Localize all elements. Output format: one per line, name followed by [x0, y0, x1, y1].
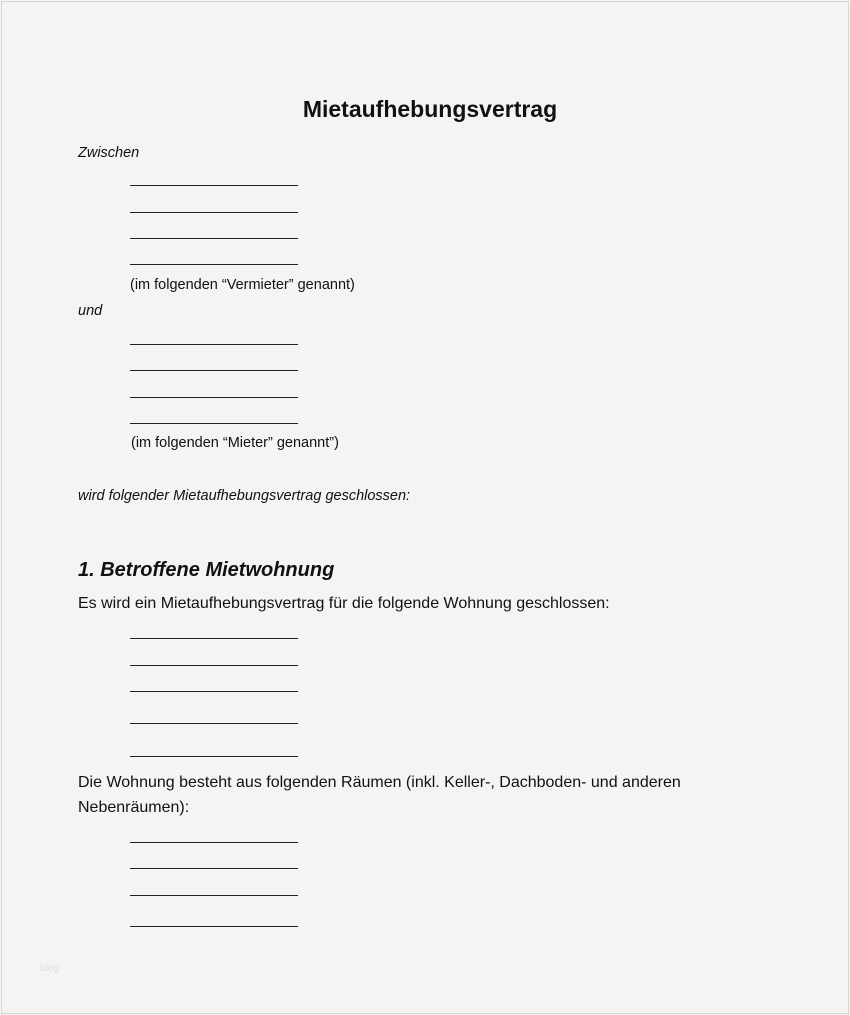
and-label: und — [78, 303, 103, 319]
tenant-blank-line[interactable] — [130, 344, 298, 345]
rooms-blank-line[interactable] — [130, 926, 298, 927]
apartment-blank-line[interactable] — [130, 665, 298, 666]
apartment-blank-line[interactable] — [130, 638, 298, 639]
apartment-blank-line[interactable] — [130, 723, 298, 724]
landlord-note: (im folgenden “Vermieter” genannt) — [130, 277, 355, 293]
document-title: Mietaufhebungsvertrag — [302, 96, 558, 122]
landlord-blank-line[interactable] — [130, 185, 298, 186]
apartment-blank-line[interactable] — [130, 756, 298, 757]
landlord-blank-line[interactable] — [130, 264, 298, 265]
apartment-blank-line[interactable] — [130, 691, 298, 692]
section-1-text: Es wird ein Mietaufhebungsvertrag für die folgende Wohnung geschlossen: — [78, 595, 610, 612]
between-label: Zwischen — [78, 145, 140, 161]
tenant-blank-line[interactable] — [130, 397, 298, 398]
landlord-blank-line[interactable] — [130, 212, 298, 213]
rooms-blank-line[interactable] — [130, 842, 298, 843]
tenant-blank-line[interactable] — [130, 423, 298, 424]
rooms-blank-line[interactable] — [130, 895, 298, 896]
tenant-note: (im folgenden “Mieter” genannt”) — [131, 435, 339, 451]
tenant-blank-line[interactable] — [130, 370, 298, 371]
section-1-heading: 1. Betroffene Mietwohnung — [78, 559, 335, 581]
landlord-blank-line[interactable] — [130, 238, 298, 239]
rooms-text-line-2: Nebenräumen): — [78, 799, 190, 816]
rooms-blank-line[interactable] — [130, 868, 298, 869]
rooms-text-line-1: Die Wohnung besteht aus folgenden Räumen (inkl. Keller-, Dachboden- und anderen — [78, 774, 681, 791]
watermark: blog — [40, 963, 59, 974]
intro-text: wird folgender Mietaufhebungsvertrag geschlossen: — [78, 488, 411, 504]
